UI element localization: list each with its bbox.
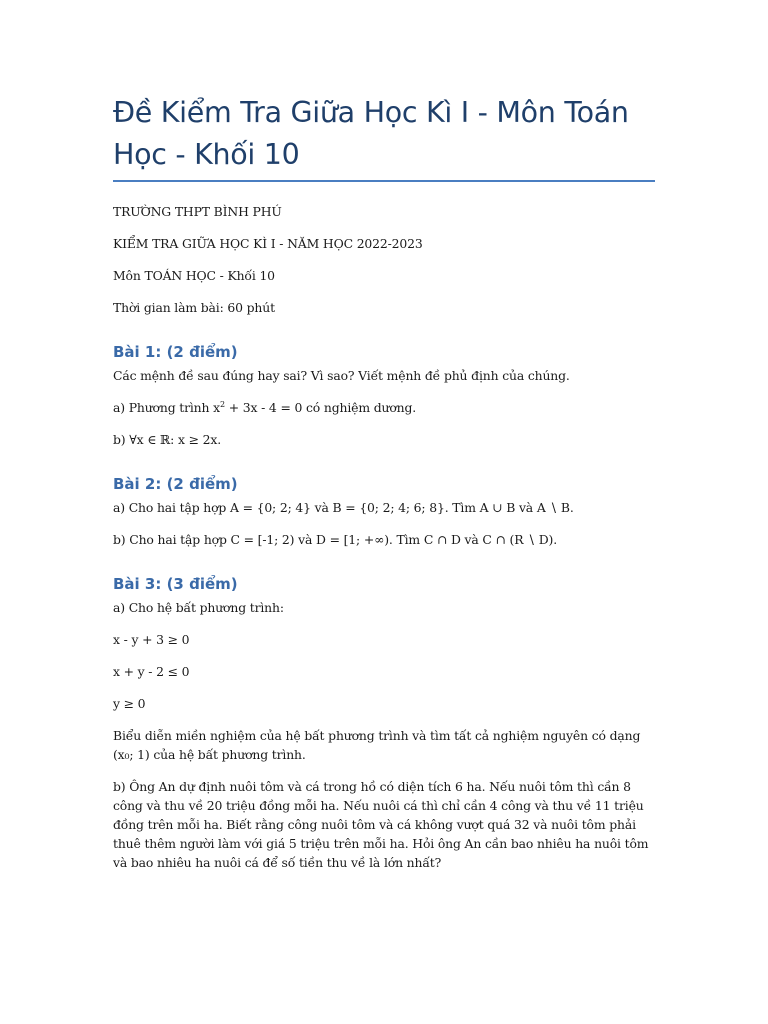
- bai1-part-a-post: + 3x - 4 = 0 có nghiệm dương.: [224, 400, 417, 415]
- bai3-part-a-task: Biểu diễn miền nghiệm của hệ bất phương trình và tìm tất cả nghiệm nguyên có dạng (x₀; 1) của hệ bất phương trình.: [113, 728, 641, 762]
- subject-line: Môn TOÁN HỌC - Khối 10: [113, 268, 275, 283]
- section-heading-bai3: Bài 3: (3 điểm): [113, 575, 238, 593]
- bai3-part-a-intro: a) Cho hệ bất phương trình:: [113, 600, 284, 615]
- bai1-part-a-exponent: 2: [219, 400, 225, 409]
- bai1-part-b: b) ∀x ∈ ℝ: x ≥ 2x.: [113, 432, 221, 447]
- bai3-part-b: b) Ông An dự định nuôi tôm và cá trong hồ có diện tích 6 ha. Nếu nuôi tôm thì cần 8 công và thu về 20 triệu đồng mỗi ha. Nếu nuôi cá thì chỉ cần 4 công và thu về 11 triệu đồng trên mỗi ha. Biết rằng công nuôi tôm và cá không vượt quá 32 và nuôi tôm phải thuê thêm người làm với giá 5 triệu trên mỗi ha. Hỏi ông An cần bao nhiêu ha nuôi tôm và bao nhiêu ha nuôi cá để số tiền thu về là lớn nhất?: [113, 779, 649, 870]
- bai1-intro: Các mệnh đề sau đúng hay sai? Vì sao? Viết mệnh đề phủ định của chúng.: [113, 368, 570, 383]
- page-title: Đề Kiểm Tra Giữa Học Kì I - Môn Toán Học - Khối 10: [113, 96, 629, 171]
- title-divider: [113, 180, 655, 182]
- bai2-part-a: a) Cho hai tập hợp A = {0; 2; 4} và B = {0; 2; 4; 6; 8}. Tìm A ∪ B và A ∖ B.: [113, 500, 574, 515]
- document-page: [113, 92, 655, 885]
- bai3-inequality-1: x - y + 3 ≥ 0: [113, 632, 190, 647]
- exam-name: KIỂM TRA GIỮA HỌC KÌ I - NĂM HỌC 2022-2023: [113, 236, 423, 251]
- time-limit: Thời gian làm bài: 60 phút: [113, 300, 275, 315]
- bai1-part-a-pre: a) Phương trình x: [113, 400, 220, 415]
- section-heading-bai1: Bài 1: (2 điểm): [113, 343, 238, 361]
- school-name: TRƯỜNG THPT BÌNH PHÚ: [113, 204, 282, 219]
- bai2-part-b: b) Cho hai tập hợp C = [-1; 2) và D = [1; +∞). Tìm C ∩ D và C ∩ (R ∖ D).: [113, 532, 557, 547]
- bai3-inequality-3: y ≥ 0: [113, 696, 146, 711]
- section-heading-bai2: Bài 2: (2 điểm): [113, 475, 238, 493]
- bai3-inequality-2: x + y - 2 ≤ 0: [113, 664, 190, 679]
- bai1-part-a: [113, 398, 655, 417]
